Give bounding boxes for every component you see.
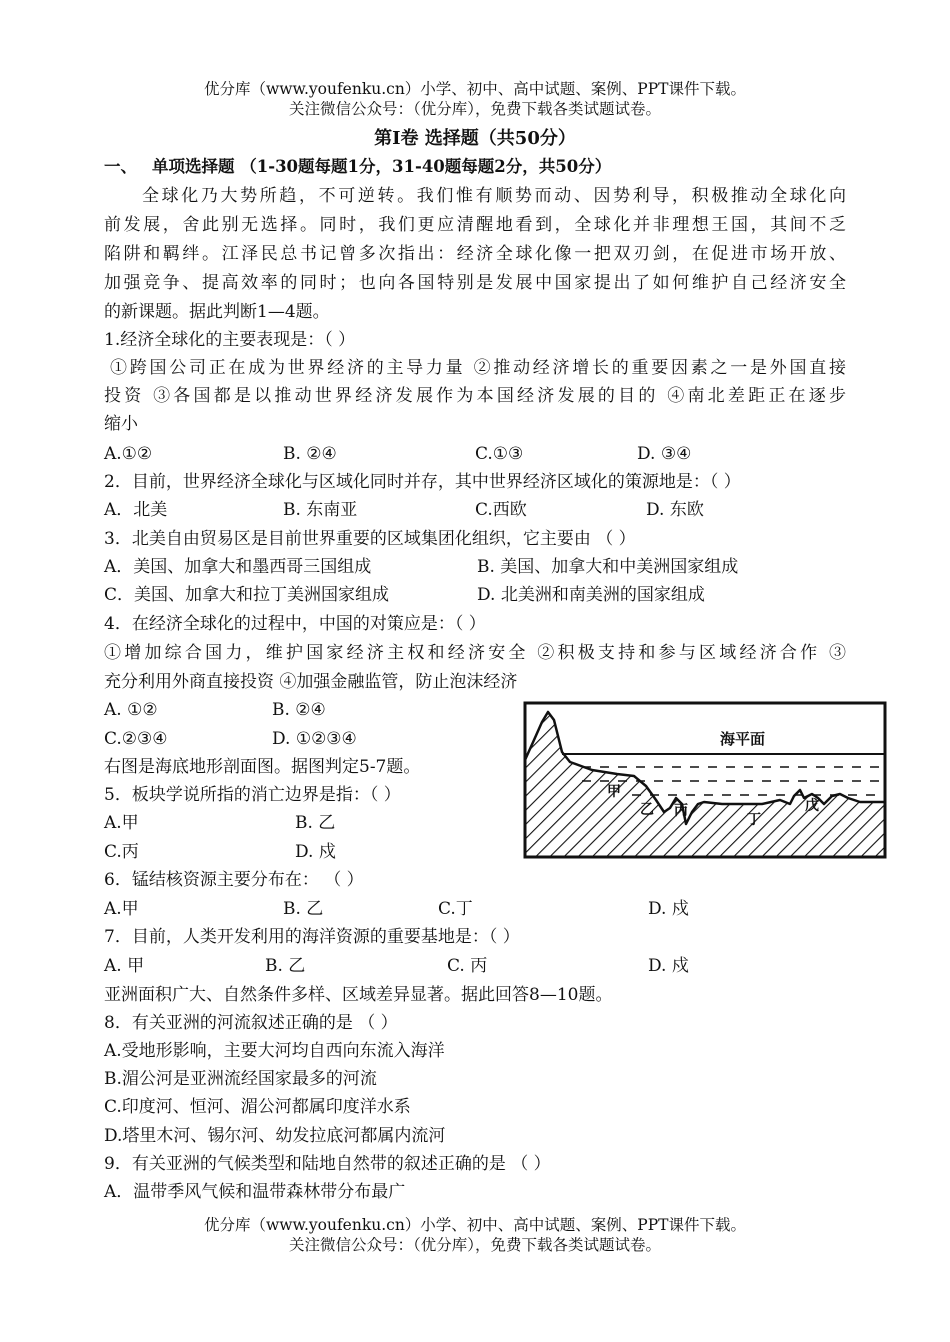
q8-option-b[interactable]: B.湄公河是亚洲流经国家最多的河流 <box>104 1069 377 1089</box>
q7-option-d[interactable]: D. 戍 <box>648 956 689 976</box>
q4-option-b[interactable]: B. ②④ <box>272 700 326 720</box>
figure-intro: 右图是海底地形剖面图。据图判定5-7题。 <box>104 757 421 777</box>
q8-option-d[interactable]: D.塔里木河、锡尔河、幼发拉底河都属内流河 <box>104 1126 446 1146</box>
section-title: 单项选择题 （1-30题每题1分，31-40题每题2分，共50分） <box>152 157 612 176</box>
paper-title: 第Ⅰ卷 选择题（共50分） <box>374 128 576 149</box>
q2-option-a[interactable]: A．北美 <box>104 500 168 520</box>
q8-option-c[interactable]: C.印度河、恒河、湄公河都属印度洋水系 <box>104 1097 411 1117</box>
q5-option-d[interactable]: D. 戍 <box>295 842 336 862</box>
q2-option-c[interactable]: C.西欧 <box>475 500 527 520</box>
intro-line: 全球化乃大势所趋，不可逆转。我们惟有顺势而动、因势利导，积极推动全球化向 <box>142 186 846 206</box>
q4-statement-line: ①增加综合国力，维护国家经济主权和经济安全 ②积极支持和参与区域经济合作 ③ <box>104 643 846 663</box>
q3-option-a[interactable]: A．美国、加拿大和墨西哥三国组成 <box>104 557 372 577</box>
q2-stem: 2．目前，世界经济全球化与区域化同时并存，其中世界经济区域化的策源地是：（ ） <box>104 472 741 492</box>
q1-stem: 1.经济全球化的主要表现是：（ ） <box>104 330 356 350</box>
section-number: 一、 <box>104 157 137 176</box>
seabed-profile-figure <box>522 700 888 862</box>
header-line-1: 优分库（www.youfenku.cn）小学、初中、高中试题、案例、PPT课件下载。 <box>203 80 747 98</box>
q3-option-d[interactable]: D. 北美洲和南美洲的国家组成 <box>477 585 705 605</box>
q1-statement-line: 投资 ③各国都是以推动世界经济发展作为本国经济发展的目的 ④南北差距正在逐步 <box>104 386 846 406</box>
q1-option-a[interactable]: A.①② <box>104 444 153 464</box>
footer-line-2: 关注微信公众号：（优分库），免费下载各类试题试卷。 <box>288 1236 661 1254</box>
sea-level-label: 海平面 <box>720 730 766 748</box>
q8-option-a[interactable]: A.受地形影响，主要大河均自西向东流入海洋 <box>104 1041 445 1061</box>
intro-line: 陷阱和羁绊。江泽民总书记曾多次指出：经济全球化像一把双刃剑，在促进市场开放、 <box>104 244 846 264</box>
q5-option-a[interactable]: A.甲 <box>104 813 139 833</box>
q3-option-c[interactable]: C．美国、加拿大和拉丁美洲国家组成 <box>104 585 390 605</box>
label-ding: 丁 <box>747 812 761 828</box>
q4-option-d[interactable]: D. ①②③④ <box>272 729 357 749</box>
q9-option-a[interactable]: A．温带季风气候和温带森林带分布最广 <box>104 1182 406 1202</box>
q4-statement-line: 充分利用外商直接投资 ④加强金融监管，防止泡沫经济 <box>104 672 518 692</box>
intro-line: 的新课题。据此判断1—4题。 <box>104 302 330 322</box>
q7-option-c[interactable]: C. 丙 <box>447 956 488 976</box>
q1-statement-line: 缩小 <box>104 414 138 434</box>
q6-option-c[interactable]: C.丁 <box>438 899 473 919</box>
q4-option-a[interactable]: A. ①② <box>104 700 158 720</box>
q8-stem: 8．有关亚洲的河流叙述正确的是 （ ） <box>104 1013 398 1033</box>
q1-statement-line: ①跨国公司正在成为世界经济的主导力量 ②推动经济增长的重要因素之一是外国直接 <box>110 358 846 378</box>
q2-option-d[interactable]: D. 东欧 <box>646 500 704 520</box>
intro-line: 加强竞争、提高效率的同时；也向各国特别是发展中国家提出了如何维护自己经济安全 <box>104 273 846 293</box>
q1-option-b[interactable]: B. ②④ <box>283 444 337 464</box>
q9-stem: 9．有关亚洲的气候类型和陆地自然带的叙述正确的是 （ ） <box>104 1154 551 1174</box>
q7-option-a[interactable]: A. 甲 <box>104 956 145 976</box>
label-jia: 甲 <box>607 784 621 800</box>
q5-option-c[interactable]: C.丙 <box>104 842 139 862</box>
q6-option-d[interactable]: D. 戍 <box>648 899 689 919</box>
label-yi: 乙 <box>640 802 654 818</box>
q6-option-b[interactable]: B. 乙 <box>283 899 324 919</box>
q1-option-d[interactable]: D. ③④ <box>637 444 692 464</box>
q6-stem: 6．锰结核资源主要分布在： （ ） <box>104 870 364 890</box>
asia-intro: 亚洲面积广大、自然条件多样、区域差异显著。据此回答8—10题。 <box>104 985 613 1005</box>
q4-option-c[interactable]: C.②③④ <box>104 729 168 749</box>
label-wu: 戊 <box>805 798 819 814</box>
footer-line-1: 优分库（www.youfenku.cn）小学、初中、高中试题、案例、PPT课件下载。 <box>203 1216 747 1234</box>
q7-option-b[interactable]: B. 乙 <box>265 956 306 976</box>
q3-stem: 3．北美自由贸易区是目前世界重要的区域集团化组织，它主要由 （ ） <box>104 529 636 549</box>
q1-option-c[interactable]: C.①③ <box>475 444 524 464</box>
q5-option-b[interactable]: B. 乙 <box>295 813 336 833</box>
q3-option-b[interactable]: B. 美国、加拿大和中美洲国家组成 <box>477 557 739 577</box>
header-line-2: 关注微信公众号：（优分库），免费下载各类试题试卷。 <box>288 100 661 118</box>
intro-line: 前发展，舍此别无选择。同时，我们更应清醒地看到，全球化并非理想王国，其间不乏 <box>104 215 846 235</box>
label-bing: 丙 <box>674 803 688 819</box>
q2-option-b[interactable]: B. 东南亚 <box>283 500 358 520</box>
q7-stem: 7．目前，人类开发利用的海洋资源的重要基地是：（ ） <box>104 927 520 947</box>
q6-option-a[interactable]: A.甲 <box>104 899 139 919</box>
q5-stem: 5．板块学说所指的消亡边界是指：（ ） <box>104 785 401 805</box>
q4-stem: 4．在经济全球化的过程中，中国的对策应是：（ ） <box>104 614 486 634</box>
